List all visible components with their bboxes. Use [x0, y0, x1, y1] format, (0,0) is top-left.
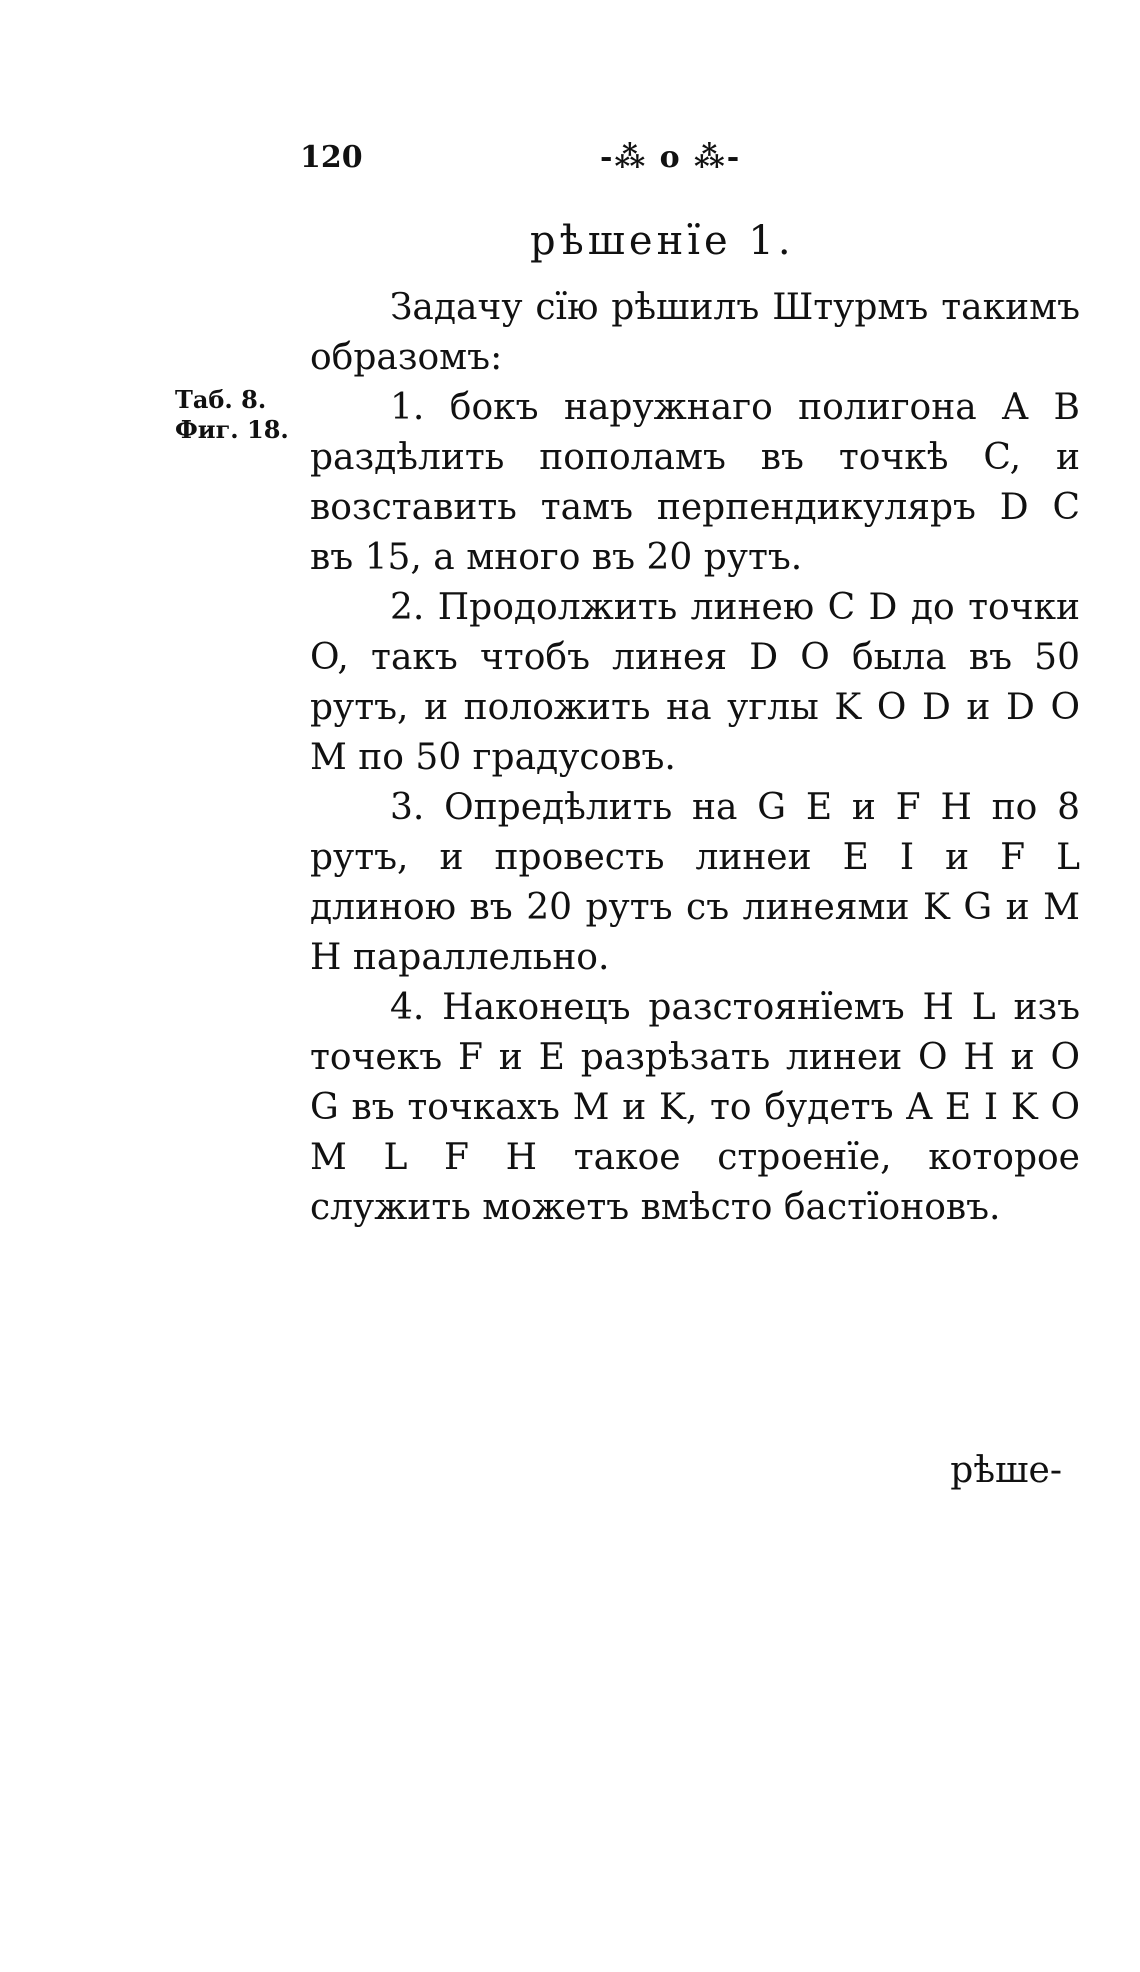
paragraph-intro: Задачу сїю рѣшилъ Штурмъ такимъ образомъ:	[310, 287, 1080, 378]
margin-note	[175, 385, 289, 445]
header-ornament: -⁂ o ⁂-	[600, 140, 742, 175]
body-text	[310, 283, 1080, 1233]
margin-note-figure: Фиг. 18.	[175, 415, 289, 444]
page-header	[300, 140, 820, 180]
margin-note-table: Таб. 8.	[175, 385, 267, 414]
paragraph-step-4: 4. Наконецъ разстоянїемъ H L изъ точекъ F и E разрѣзать линеи O H и O G въ точкахъ M и K, то будетъ A E I K O M L F H такое строенїе, которое служить можетъ вмѣсто бастїоновъ.	[310, 987, 1080, 1228]
paragraph-step-1: 1. бокъ наружнаго полигона A B раздѣлить пополамъ въ точкѣ C, и возставить тамъ перпендикуляръ D C въ 15, а много въ 20 рутъ.	[310, 387, 1080, 578]
paragraph-step-2: 2. Продолжить линею C D до точки O, такъ чтобъ линея D O была въ 50 рутъ, и положить на углы K O D и D O M по 50 градусовъ.	[310, 587, 1080, 778]
section-title: рѣшенїе 1.	[530, 218, 795, 264]
page-number: 120	[300, 140, 363, 175]
catchword: рѣше-	[950, 1450, 1062, 1491]
paragraph-step-3: 3. Опредѣлить на G E и F H по 8 рутъ, и провесть линеи E I и F L длиною въ 20 рутъ съ линеями K G и M H параллельно.	[310, 787, 1080, 978]
